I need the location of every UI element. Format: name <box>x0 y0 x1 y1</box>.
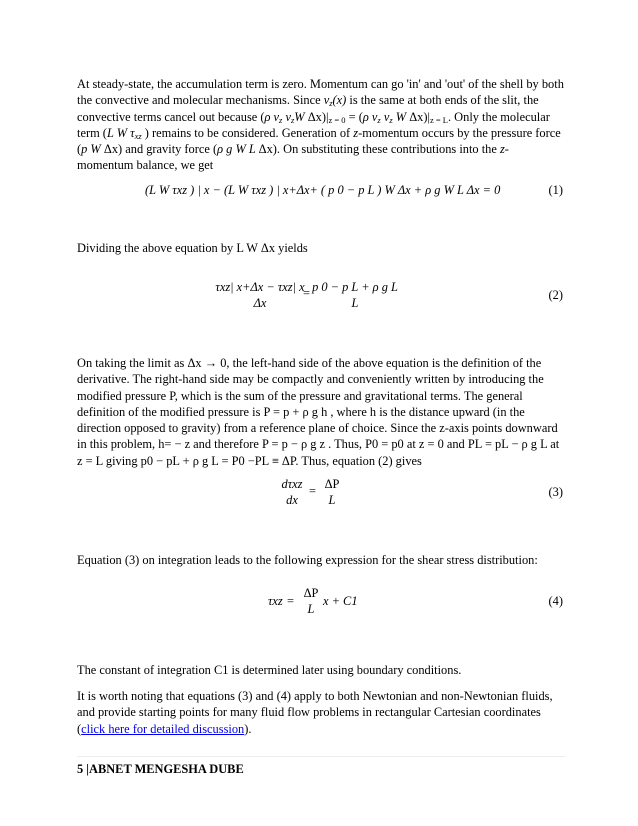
subscript: z <box>377 114 381 125</box>
text-run: v <box>323 93 330 108</box>
text-run: W <box>392 109 410 124</box>
equation-1-number: (1) <box>548 183 563 197</box>
paragraph-integration: Equation (3) on integration leads to the following expression for the shear stress distribution: <box>77 553 538 567</box>
text-run: -momentum occurs by the pressure force ( <box>77 125 561 157</box>
text-run: ) remains to be considered. Generation of <box>141 125 354 140</box>
eq3-lhs-numerator: dτxz <box>281 477 303 491</box>
eq2-equals: = <box>303 286 310 300</box>
paragraph-dividing: Dividing the above equation by L W Δx yields <box>77 241 308 255</box>
subscript: z <box>290 114 295 125</box>
text-run: ). <box>244 721 252 736</box>
subscript: z <box>279 114 283 125</box>
equation-1: (L W τxz ) | x − (L W τxz ) | x+Δx+ ( p 0 − p L ) W Δx + ρ g W L Δx = 0 <box>145 183 501 197</box>
footer-divider <box>77 756 565 757</box>
text-run: Δx). On substituting these contributions into the <box>258 142 500 157</box>
page-footer: 5 |ABNET MENGESHA DUBE <box>77 762 244 776</box>
paragraph-steady-state <box>77 76 565 174</box>
eq2-lhs-denominator: Δx <box>253 296 267 310</box>
text-run: Δx)| <box>307 109 329 124</box>
paragraph-constant: The constant of integration C1 is determined later using boundary conditions. <box>77 663 462 677</box>
text-run: ρ v <box>362 109 378 124</box>
subscript: z = 0 <box>328 114 346 125</box>
text-run: v <box>380 109 390 124</box>
equation-4-number: (4) <box>548 594 563 608</box>
text-run: -momentum balance, we get <box>77 142 509 173</box>
text-run: ρ g W L <box>217 142 259 157</box>
text-run: . Only the molecular term ( <box>77 109 550 140</box>
eq3-lhs-denominator: dx <box>286 493 298 507</box>
subscript: z <box>329 98 333 109</box>
subscript: z = L <box>429 114 448 125</box>
eq3-rhs-numerator: ΔP <box>324 477 340 491</box>
paragraph-limit: On taking the limit as Δx → 0, the left-hand side of the above equation is the definition of the derivative. The right-hand side may be compactly and conveniently written by introducing the modified pressure P, which is the sum of the pressure and gravitational terms. The general definition of the modified pressure is P = p + ρ g h , where h is the distance upward (in the direction opposed to gravity) from a reference plane of choice. Since the z-axis points downward in this problem, h= − z and therefore P = p − ρ g z . Thus, P0 = p0 at z = 0 and PL = pL − ρ g L at z = L giving p0 − pL + ρ g L = P0 −PL ≡ ΔP. Thus, equation (2) gives <box>77 356 560 468</box>
paragraph-noting <box>77 688 565 737</box>
equation-2-number: (2) <box>548 288 563 302</box>
text-run: z <box>499 142 505 157</box>
eq3-equals: = <box>309 484 316 498</box>
text-run: p W <box>81 142 104 157</box>
text-run: Δx)| <box>409 109 430 124</box>
text-run: W <box>294 109 308 124</box>
eq4-lhs: τxz <box>268 594 283 608</box>
text-run: It is worth noting that equations (3) and (4) apply to both Newtonian and non-Newtonian fluids, and provide starting points for many fluid flow problems in rectangular Cartesian coordinates ( <box>77 689 553 736</box>
text-run: ρ v <box>264 109 280 124</box>
text-run: is the same at both ends of the slit, the convective terms cancel out because ( <box>77 93 539 124</box>
eq3-rhs-denominator: L <box>328 493 336 507</box>
equation-3-number: (3) <box>548 485 563 499</box>
text-run: Δx) and gravity force ( <box>103 142 218 157</box>
subscript: xz <box>134 130 142 141</box>
subscript: z <box>389 114 393 125</box>
eq4-tail: x + C1 <box>323 594 358 608</box>
text-run: v <box>282 109 291 124</box>
detailed-discussion-link[interactable]: click here for detailed discussion <box>81 721 245 736</box>
eq4-equals: = <box>287 594 294 608</box>
text-run: (x) <box>332 93 347 108</box>
text-run: L W τ <box>106 125 135 140</box>
text-run: At steady-state, the accumulation term is zero. Momentum can go 'in' and 'out' of the shell by both the convective and molecular mechanisms. Since <box>77 77 564 108</box>
text-run: = ( <box>345 109 363 124</box>
eq2-lhs-numerator: τxz| x+Δx − τxz| x <box>215 280 305 294</box>
eq2-rhs-numerator: p 0 − p L + ρ g L <box>312 280 398 294</box>
text-run: z <box>353 125 359 140</box>
eq2-rhs-denominator: L <box>351 296 359 310</box>
eq4-numerator: ΔP <box>303 586 319 600</box>
eq4-denominator: L <box>307 602 315 616</box>
